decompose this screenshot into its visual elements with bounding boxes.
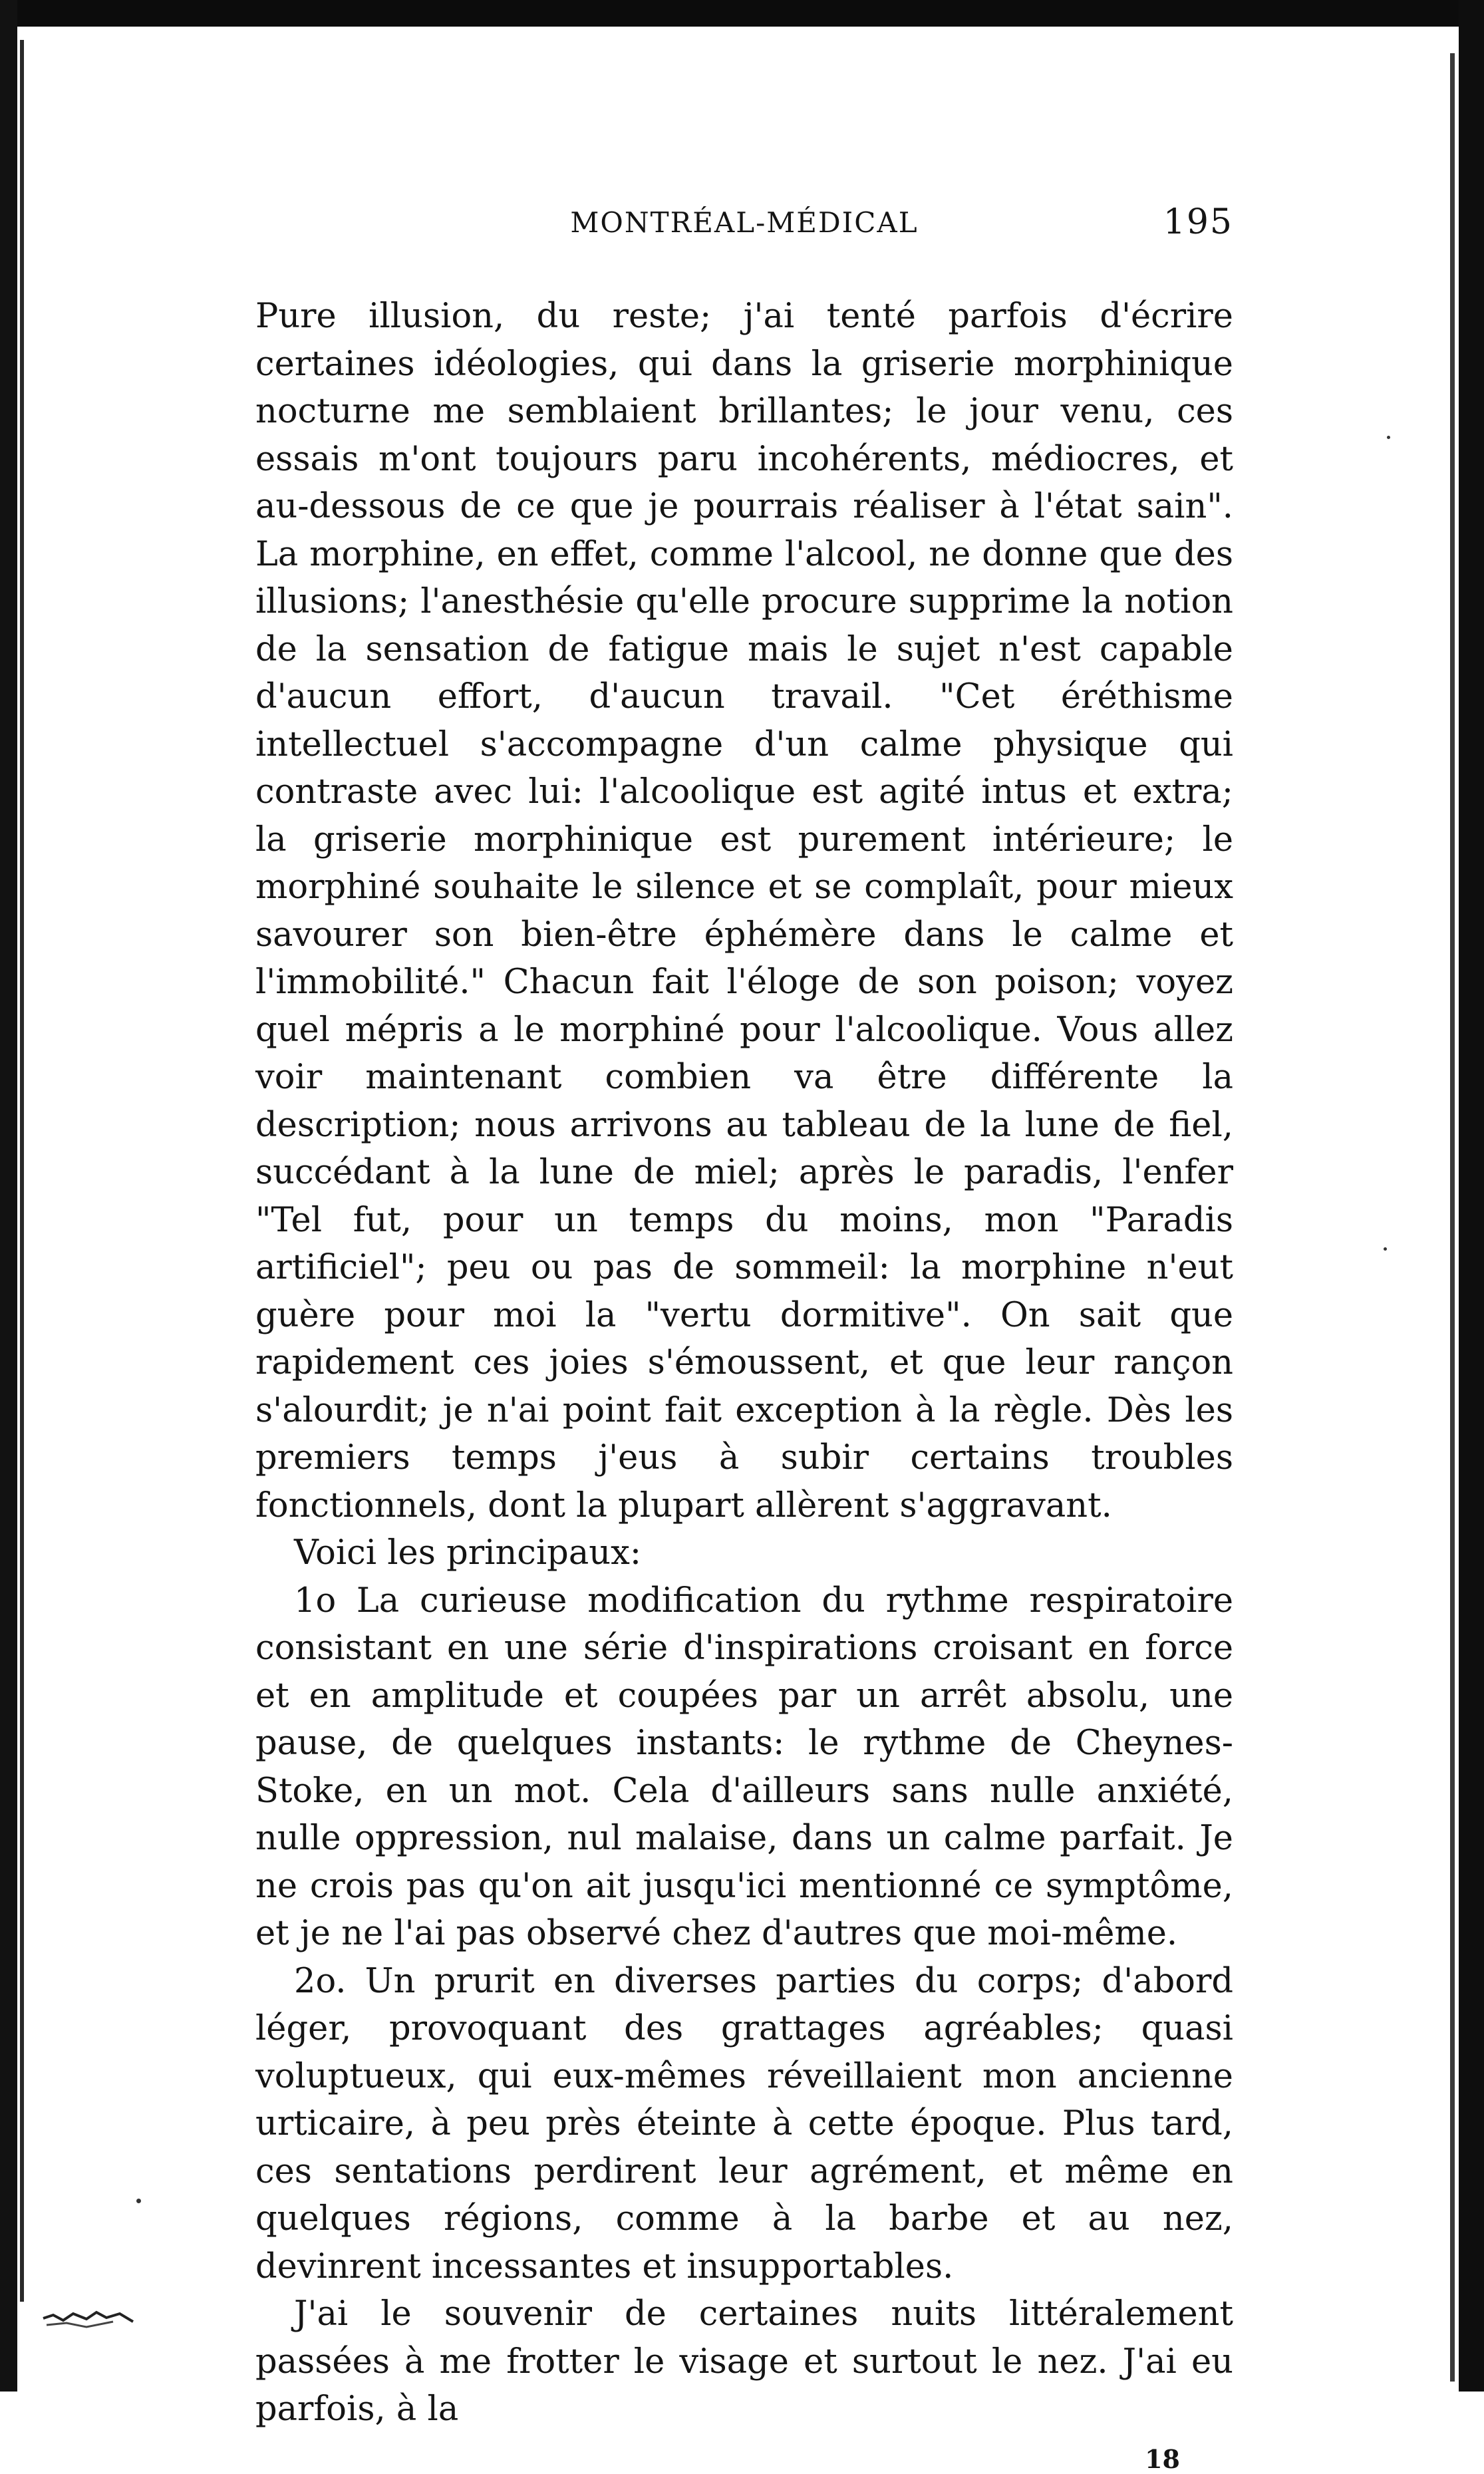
printer-signature-mark: 18 — [1145, 2443, 1180, 2474]
scan-speck — [136, 2199, 141, 2203]
scan-top-border — [0, 0, 1484, 27]
scan-left-border — [0, 0, 17, 2392]
scan-speck — [1387, 436, 1390, 439]
paragraph: 2o. Un prurit en diverses parties du corps; d'abord léger, provoquant des grattages agréables; quasi voluptueux, qui eux-mêmes réveillaient mon ancienne urticaire, à peu près éteinte à cette époque. Plus tard, ces sentations perdirent leur agrément, et même en quelques régions, comme à la barbe et au nez, devinrent incessantes et insupportables. — [255, 1961, 1233, 2286]
scan-smudge — [40, 2288, 140, 2335]
running-title: MONTRÉAL-MÉDICAL — [570, 206, 919, 239]
paragraph: J'ai le souvenir de certaines nuits littéralement passées à me frotter le visage et surtout le nez. J'ai eu parfois, à la — [255, 2294, 1233, 2429]
scan-right-border — [1459, 0, 1484, 2392]
page-number: 195 — [1163, 202, 1233, 242]
paragraph: 1o La curieuse modification du rythme respiratoire consistant en une série d'inspirations croisant en force et en amplitude et coupées par un arrêt absolu, une pause, de quelques instants: le rythme de Cheynes-Stoke, en un mot. Cela d'ailleurs sans nulle anxiété, nulle oppression, nul malaise, dans un calme parfait. Je ne crois pas qu'on ait jusqu'ici mentionné ce symptôme, et je ne l'ai pas observé chez d'autres que moi-même. — [255, 1581, 1233, 1953]
page-header — [255, 193, 1233, 253]
scan-right-shadow — [1450, 53, 1455, 2382]
body-text — [255, 293, 1233, 2433]
scan-speck — [1384, 1247, 1387, 1251]
scan-left-shadow — [20, 40, 24, 2302]
book-page — [255, 193, 1233, 2474]
paragraph: Voici les principaux: — [294, 1533, 642, 1573]
paragraph: Pure illusion, du reste; j'ai tenté parfois d'écrire certaines idéologies, qui dans la griserie morphinique nocturne me semblaient brillantes; le jour venu, ces essais m'ont toujours paru incohérents, médiocres, et au-dessous de ce que je pourrais réaliser à l'état sain". La morphine, en effet, comme l'alcool, ne donne que des illusions; l'anesthésie qu'elle procure supprime la notion de la sensation de fatigue mais le sujet n'est capable d'aucun effort, d'aucun travail. "Cet éréthisme intellectuel s'accompagne d'un calme physique qui contraste avec lui: l'alcoolique est agité intus et extra; la griserie morphinique est purement intérieure; le morphiné souhaite le silence et se complaît, pour mieux savourer son bien-être éphémère dans le calme et l'immobilité." Chacun fait l'éloge de son poison; voyez quel mépris a le morphiné pour l'alcoolique. Vous allez voir maintenant combien va être différente la description; nous arrivons au tableau de la lune de fiel, succédant à la lune de miel; après le paradis, l'enfer "Tel fut, pour un temps du moins, mon "Paradis artificiel"; peu ou pas de sommeil: la morphine n'eut guère pour moi la "vertu dormitive". On sait que rapidement ces joies s'émoussent, et que leur rançon s'alourdit; je n'ai point fait exception à la règle. Dès les premiers temps j'eus à subir certains troubles fonctionnels, dont la plupart allèrent s'aggravant. — [255, 297, 1233, 1525]
